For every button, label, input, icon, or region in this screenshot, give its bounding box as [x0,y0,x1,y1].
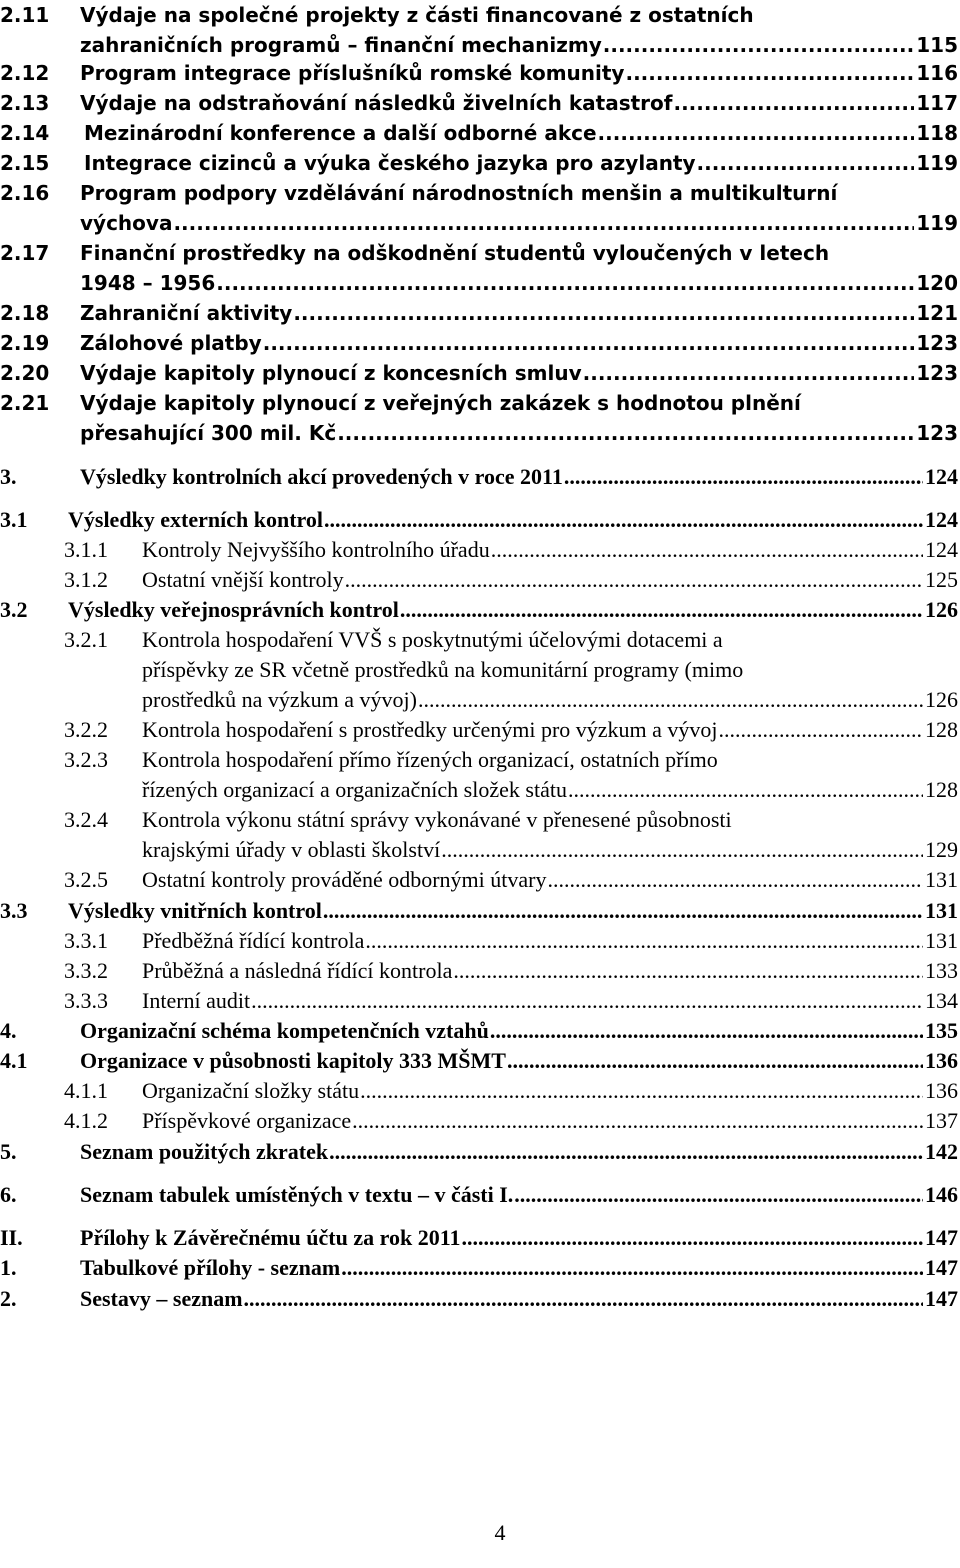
toc-entry-page: 135 [925,1018,958,1043]
toc-entry-title-line: Program podpory vzdělávání národnostních menšin a multikulturní [80,181,838,205]
dot-leader [173,208,914,238]
toc-entry-title-line: Sestavy – seznam [80,1286,243,1311]
toc-entry[interactable] [0,1016,960,1046]
page-number: 4 [494,1520,506,1545]
toc-entry-title [80,462,958,492]
toc-entry-title [80,388,958,448]
toc-entry-title-line: Přílohy k Závěrečnému účtu za rok 2011 [80,1225,461,1250]
toc-entry-title-line: Zálohové platby [80,331,262,355]
toc-entry[interactable] [0,0,960,60]
toc-entry-page: 131 [925,867,958,892]
toc-entry[interactable] [0,58,960,88]
toc-entry[interactable] [0,926,960,956]
toc-entry-title-line: Tabulkové přílohy - seznam [80,1255,341,1280]
toc-entry-page: 117 [916,91,958,115]
toc-entry-number: 2.11 [0,3,50,27]
toc-entry-title [80,1284,958,1314]
toc-entry[interactable] [0,625,960,715]
toc-entry-page: 115 [916,33,958,57]
dot-leader [360,1076,923,1106]
dot-leader [673,88,914,118]
dot-leader [564,462,923,492]
toc-entry-number: 4.1 [0,1048,28,1073]
toc-entry[interactable] [0,986,960,1016]
dot-leader [216,268,914,298]
dot-leader [418,685,923,715]
toc-entry-title-line: Organizace v působnosti kapitoly 333 MŠMT [80,1048,506,1073]
toc-entry[interactable] [0,805,960,865]
toc-entry[interactable] [0,595,960,625]
toc-entry-title-line: Zahraniční aktivity [80,301,293,325]
toc-entry-title-line: krajskými úřady v oblasti školství [142,837,441,862]
toc-entry-title-line: Kontrola výkonu státní správy vykonávané v přenesené působnosti [142,807,732,832]
toc-entry[interactable] [0,865,960,895]
dot-leader [244,1284,923,1314]
toc-entry-title-line: prostředků na výzkum a vývoj) [142,687,417,712]
toc-entry-title-line: výchova [80,211,173,235]
dot-leader [345,565,923,595]
toc-entry[interactable] [0,505,960,535]
toc-entry-title [142,745,958,805]
toc-entry-number: 2.16 [0,181,50,205]
dot-leader [491,535,923,565]
toc-entry-number: 3.3.3 [64,988,108,1013]
toc-entry-page: 131 [925,928,958,953]
toc-entry-title-line: Příspěvkové organizace [142,1108,352,1133]
toc-entry-page: 121 [916,301,958,325]
toc-entry[interactable] [0,462,960,492]
dot-leader [263,328,915,358]
toc-entry-number: 3.2.4 [64,807,108,832]
toc-entry-title-line: Průběžná a následná řídící kontrola [142,958,453,983]
toc-entry-number: 3.2.3 [64,747,108,772]
dot-leader [329,1137,923,1167]
toc-entry-page: 124 [925,507,958,532]
toc-entry[interactable] [0,1137,960,1167]
toc-entry[interactable] [0,388,960,448]
toc-entry-title [80,358,958,388]
toc-entry-title [142,986,958,1016]
toc-entry-title-line: Finanční prostředky na odškodnění studentů vyloučených v letech [80,241,830,265]
toc-entry-title [142,1076,958,1106]
toc-entry-number: 3.2.2 [64,717,108,742]
dot-leader [514,1180,923,1210]
toc-entry-title-line: Výdaje na společné projekty z části financované z ostatních [80,3,754,27]
toc-entry-title-line: Výsledky veřejnosprávních kontrol [68,597,399,622]
toc-entry-title [80,1046,958,1076]
dot-leader [719,715,923,745]
toc-entry-title-line: Organizační složky státu [142,1078,360,1103]
toc-entry-title [80,178,958,238]
toc-entry-title [68,595,958,625]
toc-entry-title-line: Výsledky externích kontrol [68,507,324,532]
toc-entry-title [80,238,958,298]
toc-entry-title-line: Výdaje kapitoly plynoucí z koncesních smluv [80,361,582,385]
toc-entry-title [142,956,958,986]
toc-entry-number: 3.2 [0,597,28,622]
toc-entry-title [80,58,958,88]
toc-entry-page: 120 [916,271,958,295]
toc-entry[interactable] [0,745,960,805]
dot-leader [462,1223,923,1253]
toc-entry-number: 4.1.1 [64,1078,108,1103]
toc-entry-title [80,1016,958,1046]
toc-entry-title [80,1180,958,1210]
toc-entry-page: 137 [925,1108,958,1133]
dot-leader [337,418,914,448]
toc-entry-page: 124 [925,537,958,562]
toc-entry-page: 118 [916,121,958,145]
toc-entry-title-line: Výsledky kontrolních akcí provedených v roce 2011 [80,464,563,489]
toc-entry-page: 119 [916,151,958,175]
toc-entry-title [142,715,958,745]
dot-leader [400,595,923,625]
dot-leader [365,926,923,956]
dot-leader [441,835,923,865]
dot-leader [568,775,923,805]
toc-entry-title-line: Kontroly Nejvyššího kontrolního úřadu [142,537,490,562]
dot-leader [603,30,915,60]
toc-entry-number: 3.2.5 [64,867,108,892]
dot-leader [507,1046,923,1076]
toc-entry-title-line: Seznam použitých zkratek [80,1139,329,1164]
toc-entry-number: 3.1.1 [64,537,108,562]
dot-leader [341,1253,923,1283]
toc-entry-title-line: Kontrola hospodaření VVŠ s poskytnutými účelovými dotacemi a [142,627,723,652]
toc-entry[interactable] [0,178,960,238]
toc-entry-title-line: přesahující 300 mil. Kč [80,421,337,445]
dot-leader [547,865,923,895]
toc-entry-number: 2.19 [0,331,50,355]
toc-entry-number: 3.2.1 [64,627,108,652]
toc-entry-title-line: Program integrace příslušníků romské komunity [80,61,625,85]
toc-entry-page: 128 [925,777,958,802]
toc-entry-number: 2. [0,1286,17,1311]
toc-entry-title [80,1253,958,1283]
toc-entry-number: 2.12 [0,61,50,85]
toc-entry-title-line: Interní audit [142,988,251,1013]
toc-entry-title-line: Předběžná řídící kontrola [142,928,365,953]
toc-entry-title [80,298,958,328]
toc-entry-number: 2.13 [0,91,50,115]
toc-entry-page: 129 [925,837,958,862]
toc-entry[interactable] [0,535,960,565]
toc-entry-number: 3.3 [0,898,28,923]
toc-entry-title-line: Organizační schéma kompetenčních vztahů [80,1018,489,1043]
toc-entry-title [80,0,958,60]
toc-entry-number: 3.3.2 [64,958,108,983]
toc-entry-page: 147 [925,1225,958,1250]
toc-entry-page: 142 [925,1139,958,1164]
toc-entry[interactable] [0,1284,960,1314]
toc-entry-title [142,926,958,956]
toc-entry-title [80,328,958,358]
toc-entry-title-line: Výdaje kapitoly plynoucí z veřejných zakázek s hodnotou plnění [80,391,801,415]
toc-entry-page: 133 [925,958,958,983]
toc-entry-number: 2.14 [0,121,50,145]
toc-entry-page: 136 [925,1048,958,1073]
toc-entry-number: 2.17 [0,241,50,265]
toc-entry-number: 2.20 [0,361,50,385]
toc-entry-number: 2.15 [0,151,50,175]
toc-entry[interactable] [0,1180,960,1210]
toc-entry-title-line: Výsledky vnitřních kontrol [68,898,322,923]
toc-entry-number: II. [0,1225,23,1250]
dot-leader [251,986,923,1016]
toc-entry-title-line: Mezinárodní konference a další odborné akce [84,121,597,145]
toc-entry-number: 3.3.1 [64,928,108,953]
toc-entry-title-line: zahraničních programů – finanční mechanizmy [80,33,602,57]
toc-entry-page: 134 [925,988,958,1013]
toc-entry-number: 3. [0,464,17,489]
toc-entry[interactable] [0,298,960,328]
toc-entry-title-line: Výdaje na odstraňování následků živelních katastrof [80,91,673,115]
toc-entry-title-line: Ostatní kontroly prováděné odbornými útvary [142,867,547,892]
toc-entry-page: 123 [916,361,958,385]
toc-entry-title [80,1137,958,1167]
toc-entry-page: 136 [925,1078,958,1103]
dot-leader [352,1106,923,1136]
toc-entry[interactable] [0,328,960,358]
dot-leader [697,148,915,178]
toc-entry-title [142,625,958,715]
toc-entry-number: 4. [0,1018,17,1043]
toc-entry-title-line: Ostatní vnější kontroly [142,567,344,592]
toc-entry-page: 147 [925,1286,958,1311]
toc-entry[interactable] [0,358,960,388]
dot-leader [323,896,923,926]
toc-entry-page: 125 [925,567,958,592]
toc-entry[interactable] [0,1106,960,1136]
toc-entry-page: 123 [916,421,958,445]
dot-leader [583,358,915,388]
toc-entry[interactable] [0,1223,960,1253]
toc-entry-page: 128 [925,717,958,742]
dot-leader [453,956,923,986]
toc-entry-number: 3.1.2 [64,567,108,592]
toc-entry-title [80,1223,958,1253]
toc-entry-title [84,148,958,178]
toc-entry-number: 2.21 [0,391,50,415]
toc-entry-title [142,865,958,895]
toc-entry[interactable] [0,896,960,926]
toc-entry[interactable] [0,1076,960,1106]
toc-entry-title-line: řízených organizací a organizačních složek státu [142,777,567,802]
toc-entry-title-line: Kontrola hospodaření s prostředky určenými pro výzkum a vývoj [142,717,718,742]
toc-entry-title-line: Kontrola hospodaření přímo řízených organizací, ostatních přímo [142,747,718,772]
toc-entry-title [142,805,958,865]
dot-leader [598,118,915,148]
toc-entry-number: 5. [0,1139,17,1164]
toc-entry[interactable] [0,238,960,298]
toc-entry-number: 2.18 [0,301,50,325]
toc-entry-title [142,1106,958,1136]
toc-entry-title [84,118,958,148]
toc-entry-number: 1. [0,1255,17,1280]
toc-entry-page: 124 [925,464,958,489]
toc-entry[interactable] [0,88,960,118]
toc-entry-title-line: Seznam tabulek umístěných v textu – v části I. [80,1182,514,1207]
toc-entry-number: 6. [0,1182,17,1207]
toc-entry-page: 123 [916,331,958,355]
toc-entry-title [68,896,958,926]
toc-entry-title-line: 1948 – 1956 [80,271,216,295]
toc-entry-title-line: příspěvky ze SR včetně prostředků na komunitární programy (mimo [142,657,744,682]
toc-entry[interactable] [0,1253,960,1283]
toc-entry-page: 146 [925,1182,958,1207]
toc-entry[interactable] [0,118,960,148]
toc-entry[interactable] [0,956,960,986]
toc-entry[interactable] [0,148,960,178]
toc-entry-title [142,535,958,565]
toc-entry[interactable] [0,565,960,595]
toc-entry-number: 4.1.2 [64,1108,108,1133]
toc-entry[interactable] [0,1046,960,1076]
toc-entry-page: 131 [925,898,958,923]
toc-entry-title [80,88,958,118]
toc-entry-title [68,505,958,535]
toc-entry-page: 116 [916,61,958,85]
toc-entry-title-line: Integrace cizinců a výuka českého jazyka pro azylanty [84,151,696,175]
dot-leader [293,298,914,328]
toc-entry-page: 126 [925,687,958,712]
toc-entry-page: 147 [925,1255,958,1280]
toc-entry-page: 119 [916,211,958,235]
toc-entry-number: 3.1 [0,507,28,532]
toc-entry-page: 126 [925,597,958,622]
toc-entry[interactable] [0,715,960,745]
dot-leader [490,1016,923,1046]
dot-leader [324,505,923,535]
dot-leader [625,58,914,88]
toc-entry-title [142,565,958,595]
